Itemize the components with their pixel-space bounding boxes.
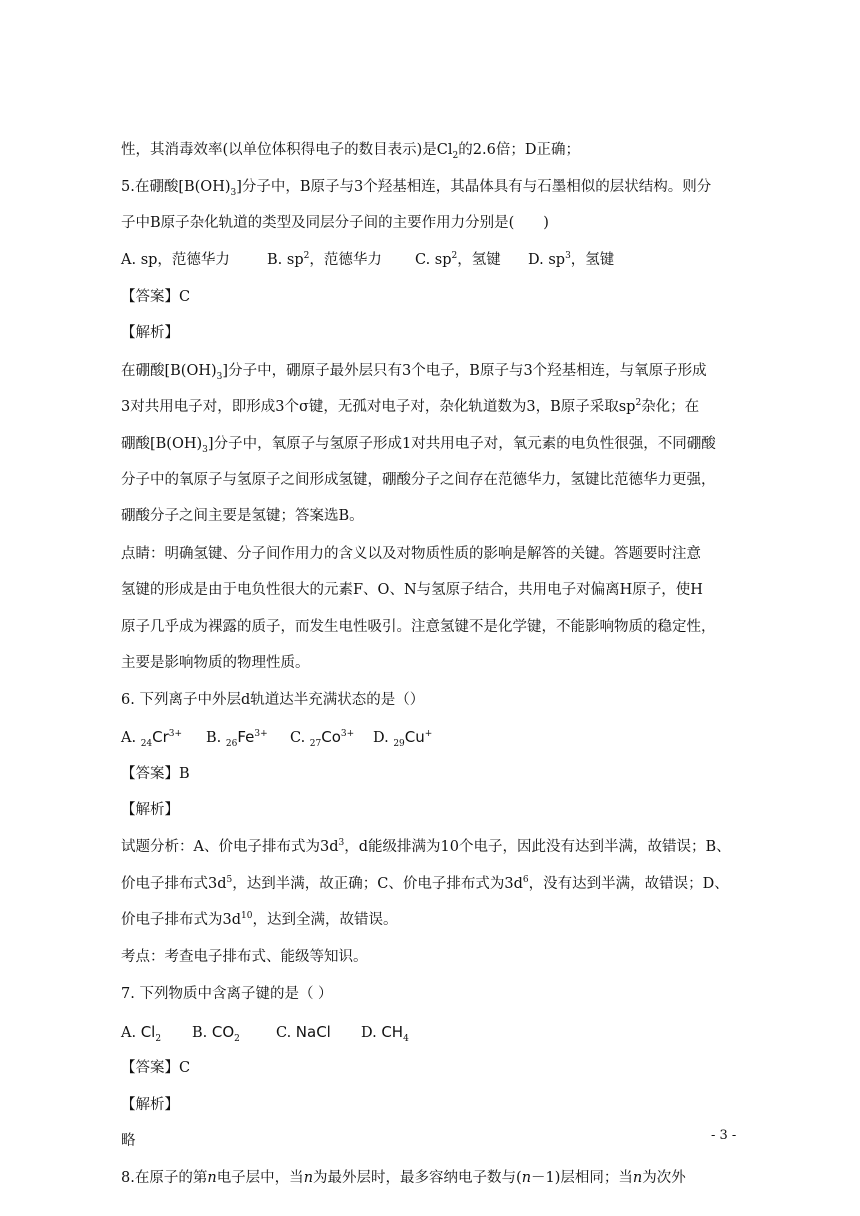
question-5-stem: 5.在硼酸$[B(OH)_3]$分子中，B原子与3个羟基相连，其晶体具有与石墨相似的层状结构。则分 [121, 179, 712, 198]
analysis-label: 【解析】 [121, 1097, 179, 1113]
question-7-stem: 7. 下列物质中含离子键的是（ ） [121, 986, 333, 1002]
analysis-text: 在硼酸$[B(OH)_3]$分子中，硼原子最外层只有3个电子，B原子与3个羟基相连，与氧原子形成 [121, 363, 707, 382]
option-b: B. $CO_2$ [192, 1023, 240, 1044]
option-b: B. $_{26}Fe^{3+}$ [206, 728, 268, 749]
note-text: 主要是影响物质的物理性质。 [121, 655, 310, 671]
note-text: 原子几乎成为裸露的质子，而发生电性吸引。注意氢键不是化学键，不能影响物质的稳定性， [121, 619, 716, 635]
exam-point: 考点：考查电子排布式、能级等知识。 [121, 949, 368, 965]
question-8-stem: 8.在原子的第n电子层中，当n为最外层时，最多容纳电子数与(n－1)层相同；当n为次外 [121, 1170, 686, 1186]
option-a: A. $Cl_2$ [121, 1023, 162, 1044]
question-5-stem-cont: 子中B原子杂化轨道的类型及同层分子间的主要作用力分别是( ) [121, 215, 549, 231]
answer-label: 【答案】B [121, 766, 190, 782]
analysis-text: 略 [121, 1133, 136, 1149]
option-b: B. $sp^2$，范德华力 [267, 251, 382, 268]
option-a: A. sp，范德华力 [121, 252, 230, 268]
question-6-options [121, 727, 741, 748]
note-text: 点睛：明确氢键、分子间作用力的含义以及对物质性质的影响是解答的关键。答题要时注意 [121, 546, 701, 562]
analysis-text: 硼酸分子之间主要是氢键；答案选B。 [121, 508, 364, 524]
answer-label: 【答案】C [121, 289, 191, 305]
question-7-options [121, 1022, 741, 1043]
option-c: C. $sp^2$，氢键 [415, 251, 501, 268]
option-c: C. $_{27}Co^{3+}$ [290, 728, 355, 749]
page-number: - 3 - [711, 1128, 737, 1143]
analysis-text: 价电子排布式$3d^5$，达到半满，故正确；C、价电子排布式为$3d^6$，没有达到半满，故错误；D、 [121, 875, 729, 892]
option-c: C. NaCl [276, 1023, 331, 1041]
option-d: D. $sp^3$，氢键 [528, 251, 615, 268]
question-5-options [121, 250, 741, 270]
option-d: D. $_{29}$Cu+ [373, 728, 433, 749]
analysis-label: 【解析】 [121, 325, 179, 341]
option-a: A. $_{24}Cr^{3+}$ [121, 728, 183, 749]
analysis-text: 分子中的氧原子与氢原子之间形成氢键，硼酸分子之间存在范德华力，氢键比范德华力更强， [121, 472, 716, 488]
option-d: D. $CH_4$ [361, 1023, 409, 1044]
analysis-label: 【解析】 [121, 802, 179, 818]
answer-label: 【答案】C [121, 1060, 191, 1076]
analysis-text: 价电子排布式为$3d^{10}$，达到全满，故错误。 [121, 911, 398, 928]
analysis-text: 试题分析：A、价电子排布式为$3d^3$，d能级排满为10个电子，因此没有达到半满，故错误；B、 [121, 838, 731, 855]
note-text: 氢键的形成是由于电负性很大的元素F、O、N与氢原子结合，共用电子对偏离H原子，使H [121, 582, 703, 598]
text-line: 性，其消毒效率(以单位体积得电子的数目表示)是$Cl_2$的2.6倍；D正确； [121, 142, 580, 161]
analysis-text: 硼酸$[B(OH)_3]$分子中，氧原子与氢原子形成1对共用电子对，氧元素的电负性很强，不同硼酸 [121, 436, 716, 455]
question-6-stem: 6. 下列离子中外层d轨道达半充满状态的是（） [121, 692, 425, 708]
analysis-text: 3对共用电子对，即形成3个σ键，无孤对电子对，杂化轨道数为3，B原子采取$sp^2$杂化；在 [121, 398, 700, 415]
